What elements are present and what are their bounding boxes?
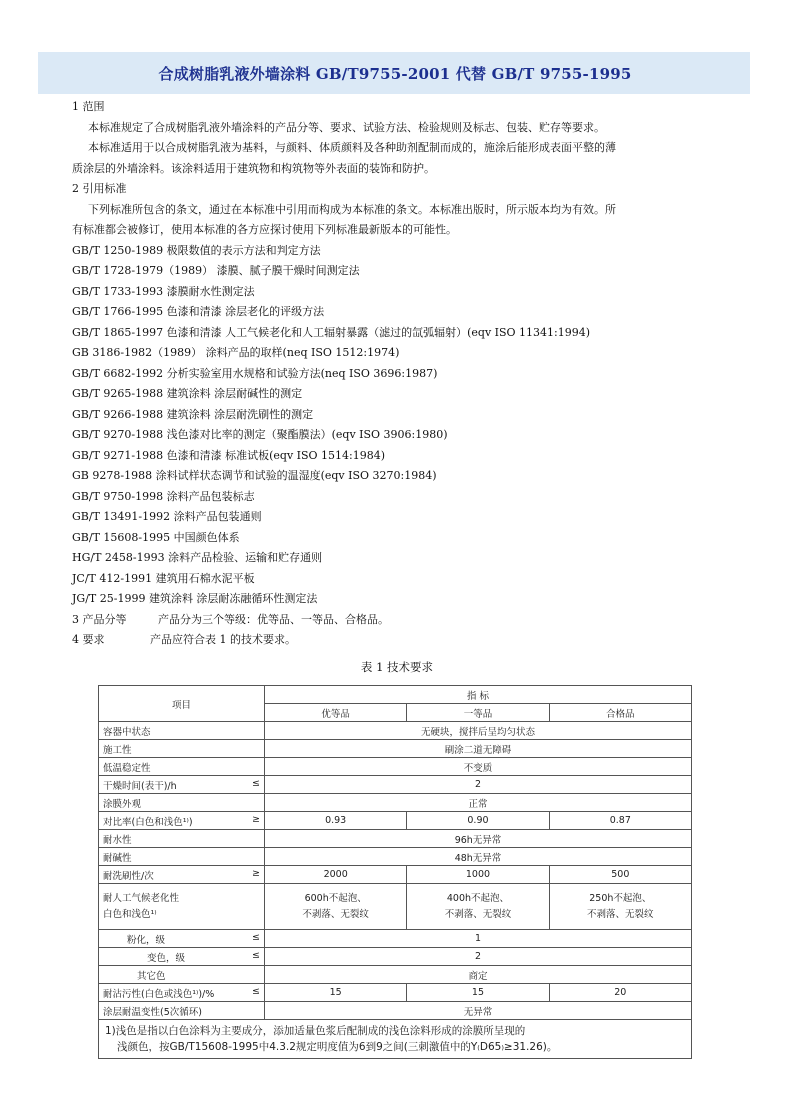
- row-item-sym: ≤: [252, 949, 260, 961]
- table-row: [99, 776, 692, 794]
- section-3: [72, 610, 722, 631]
- page-title: 合成树脂乳液外墙涂料 GB/T9755-2001 代替 GB/T 9755-1995: [158, 65, 632, 83]
- stain-qualified: 20: [549, 984, 691, 1002]
- table-sub-row: [99, 966, 692, 984]
- row-item: [99, 740, 265, 758]
- standard-item: JG/T 25-1999 建筑涂料 涂层耐冻融循环性测定法: [72, 592, 318, 605]
- row-value: 0.93: [265, 812, 407, 830]
- standard-item: GB/T 1766-1995 色漆和清漆 涂层老化的评级方法: [72, 305, 325, 318]
- row-item: [99, 758, 265, 776]
- standard-item: GB/T 6682-1992 分析实验室用水规格和试验方法(neq ISO 3696:1987): [72, 366, 438, 380]
- table-row: [99, 830, 692, 848]
- standard-item: JC/T 412-1991 建筑用石棉水泥平板: [72, 571, 255, 585]
- weathering-superior: [265, 884, 407, 930]
- freeze-item: 涂层耐温变性(5次循环): [99, 1002, 265, 1020]
- standard-item: GB/T 9750-1998 涂料产品包装标志: [72, 489, 255, 503]
- standard-item: HG/T 2458-1993 涂料产品检验、运输和贮存通则: [72, 551, 323, 564]
- table-row: [99, 812, 692, 830]
- row-item-sym: ≥: [252, 813, 260, 825]
- row-item: [99, 866, 265, 884]
- table-caption: 表 1 技术要求: [360, 659, 434, 674]
- footnote-line1: 1)浅色是指以白色涂料为主要成分，添加适量色浆后配制成的浅色涂料形成的涂膜所呈现的: [105, 1025, 526, 1037]
- standard-item: GB/T 9265-1988 建筑涂料 涂层耐碱性的测定: [72, 387, 303, 400]
- standard-item: GB/T 1865-1997 色漆和清漆 人工气候老化和人工辐射暴露（滤过的氙弧辐射）(eqv ISO 11341:1994): [72, 325, 591, 339]
- table-row-weathering: [99, 884, 692, 930]
- table-sub-row: [99, 948, 692, 966]
- row-value: 2: [265, 776, 692, 794]
- table-row: [99, 722, 692, 740]
- standard-item: GB/T 15608-1995 中国颜色体系: [72, 530, 240, 544]
- grade-superior: 优等品: [265, 704, 407, 722]
- referenced-standards-list: [72, 241, 722, 610]
- section-2-heading: 2 引用标准: [72, 182, 127, 195]
- weathering-qualified-l1: 250h不起泡、: [589, 892, 652, 904]
- section-4-heading: 4 要求: [72, 633, 105, 646]
- section-4: [72, 630, 722, 651]
- row-item-label: 对比率(白色和浅色¹⁾): [103, 816, 193, 828]
- row-value: 无硬块，搅拌后呈均匀状态: [265, 722, 692, 740]
- row-value: 48h无异常: [265, 848, 692, 866]
- table-main-rows: [99, 722, 692, 884]
- stain-item: [99, 984, 265, 1002]
- section-1-para-2b: 质涂层的外墙涂料。该涂料适用于建筑物和构筑物等外表面的装饰和防护。: [72, 161, 435, 175]
- table-note-row: [99, 1020, 692, 1059]
- row-item: [99, 812, 265, 830]
- row-item-label: 耐洗刷性/次: [103, 870, 154, 882]
- row-item: [99, 776, 265, 794]
- freeze-value: 无异常: [265, 1002, 692, 1020]
- weathering-first-l2: 不剥落、无裂纹: [444, 908, 512, 920]
- table-sub-row: [99, 930, 692, 948]
- table-row: [99, 848, 692, 866]
- header-index: 指 标: [265, 686, 692, 704]
- row-value: 商定: [265, 966, 692, 984]
- row-item: [99, 794, 265, 812]
- weathering-item-line2: 白色和浅色¹⁾: [103, 908, 157, 920]
- document-body: [72, 97, 722, 685]
- row-item-label: 施工性: [103, 744, 132, 756]
- stain-item-label: 耐沾污性(白色或浅色¹⁾)/%: [103, 988, 215, 1000]
- row-value: 刷涂二道无障碍: [265, 740, 692, 758]
- row-item: [99, 930, 265, 948]
- row-value: 正常: [265, 794, 692, 812]
- footnote-line2: 浅颜色，按GB/T15608-1995中4.3.2规定明度值为6到9之间(三刺激值中的Y₍D65₎≥31.26)。: [117, 1041, 558, 1053]
- row-item-sym: ≤: [252, 777, 260, 789]
- row-item-label: 粉化，级: [127, 934, 166, 946]
- header-item: 项目: [99, 686, 265, 722]
- stain-item-sym: ≤: [252, 985, 260, 997]
- stain-first: 15: [407, 984, 549, 1002]
- weathering-item: [99, 884, 265, 930]
- weathering-first: [407, 884, 549, 930]
- technical-requirements-table: [98, 685, 692, 1059]
- row-item-label: 其它色: [137, 970, 166, 982]
- section-1-para-2a: 本标准适用于以合成树脂乳液为基料，与颜料、体质颜料及各种助剂配制而成的，施涂后能形成表面平整的薄: [88, 141, 616, 154]
- table-sub-rows: [99, 930, 692, 984]
- table-header-row: [99, 686, 692, 704]
- section-1-para-1: 本标准规定了合成树脂乳液外墙涂料的产品分等、要求、试验方法、检验规则及标志、包装、贮存等要求。: [88, 120, 605, 134]
- table-row-stain: [99, 984, 692, 1002]
- row-value: 1: [265, 930, 692, 948]
- section-3-text: 产品分为三个等级：优等品、一等品、合格品。: [157, 612, 389, 626]
- row-value: 500: [549, 866, 691, 884]
- stain-superior: 15: [265, 984, 407, 1002]
- row-item: [99, 966, 265, 984]
- row-value: 2000: [265, 866, 407, 884]
- row-value: 0.90: [407, 812, 549, 830]
- standard-item: GB/T 13491-1992 涂料产品包装通则: [72, 510, 262, 523]
- standard-item: GB/T 9271-1988 色漆和清漆 标准试板(eqv ISO 1514:1984): [72, 448, 386, 462]
- weathering-item-line1: 耐人工气候老化性: [103, 892, 180, 904]
- row-item: [99, 722, 265, 740]
- table-row: [99, 794, 692, 812]
- weathering-qualified-l2: 不剥落、无裂纹: [587, 908, 654, 920]
- row-item: [99, 848, 265, 866]
- weathering-superior-l1: 600h不起泡、: [304, 892, 367, 904]
- row-value: 0.87: [549, 812, 691, 830]
- standard-item: GB/T 1733-1993 漆膜耐水性测定法: [72, 284, 255, 298]
- row-item-sym: ≥: [252, 867, 260, 879]
- standard-item: GB 3186-1982（1989） 涂料产品的取样(neq ISO 1512:1974): [72, 346, 400, 359]
- row-item-label: 涂膜外观: [103, 798, 142, 810]
- standard-item: GB 9278-1988 涂料试样状态调节和试验的温湿度(eqv ISO 3270:1984): [72, 469, 437, 482]
- section-2-intro-a: 下列标准所包含的条文，通过在本标准中引用而构成为本标准的条文。本标准出版时，所示版本均为有效。所: [88, 202, 616, 216]
- section-1-heading: 1 范围: [72, 100, 105, 113]
- weathering-superior-l2: 不剥落、无裂纹: [302, 908, 369, 920]
- row-item: [99, 948, 265, 966]
- row-value: 1000: [407, 866, 549, 884]
- standard-item: GB/T 1250-1989 极限数值的表示方法和判定方法: [72, 243, 321, 257]
- section-2-intro-b: 有标准都会被修订，使用本标准的各方应探讨使用下列标准最新版本的可能性。: [72, 223, 457, 236]
- section-4-text: 产品应符合表 1 的技术要求。: [149, 633, 296, 646]
- standard-item: GB/T 1728-1979（1989） 漆膜、腻子膜干燥时间测定法: [72, 264, 360, 277]
- weathering-qualified: [549, 884, 691, 930]
- row-item-label: 低温稳定性: [103, 762, 151, 774]
- section-3-heading: 3 产品分等: [72, 612, 127, 626]
- table-row: [99, 740, 692, 758]
- grade-qualified: 合格品: [549, 704, 691, 722]
- row-value: 不变质: [265, 758, 692, 776]
- row-value: 2: [265, 948, 692, 966]
- row-value: 96h无异常: [265, 830, 692, 848]
- row-item-sym: ≤: [252, 931, 260, 943]
- row-item-label: 变色，级: [147, 952, 186, 964]
- table-footnote: [99, 1020, 692, 1059]
- row-item-label: 耐碱性: [103, 852, 132, 864]
- weathering-first-l1: 400h不起泡、: [446, 892, 510, 904]
- table-row-freeze: [99, 1002, 692, 1020]
- row-item-label: 耐水性: [103, 834, 132, 846]
- standard-item: GB/T 9270-1988 浅色漆对比率的测定（聚酯膜法）(eqv ISO 3906:1980): [72, 428, 448, 441]
- table-row: [99, 866, 692, 884]
- table-row: [99, 758, 692, 776]
- row-item-label: 容器中状态: [103, 726, 151, 738]
- row-item: [99, 830, 265, 848]
- standard-item: GB/T 9266-1988 建筑涂料 涂层耐洗刷性的测定: [72, 407, 314, 421]
- row-item-label: 干燥时间(表干)/h: [103, 780, 177, 792]
- grade-first: 一等品: [407, 704, 549, 722]
